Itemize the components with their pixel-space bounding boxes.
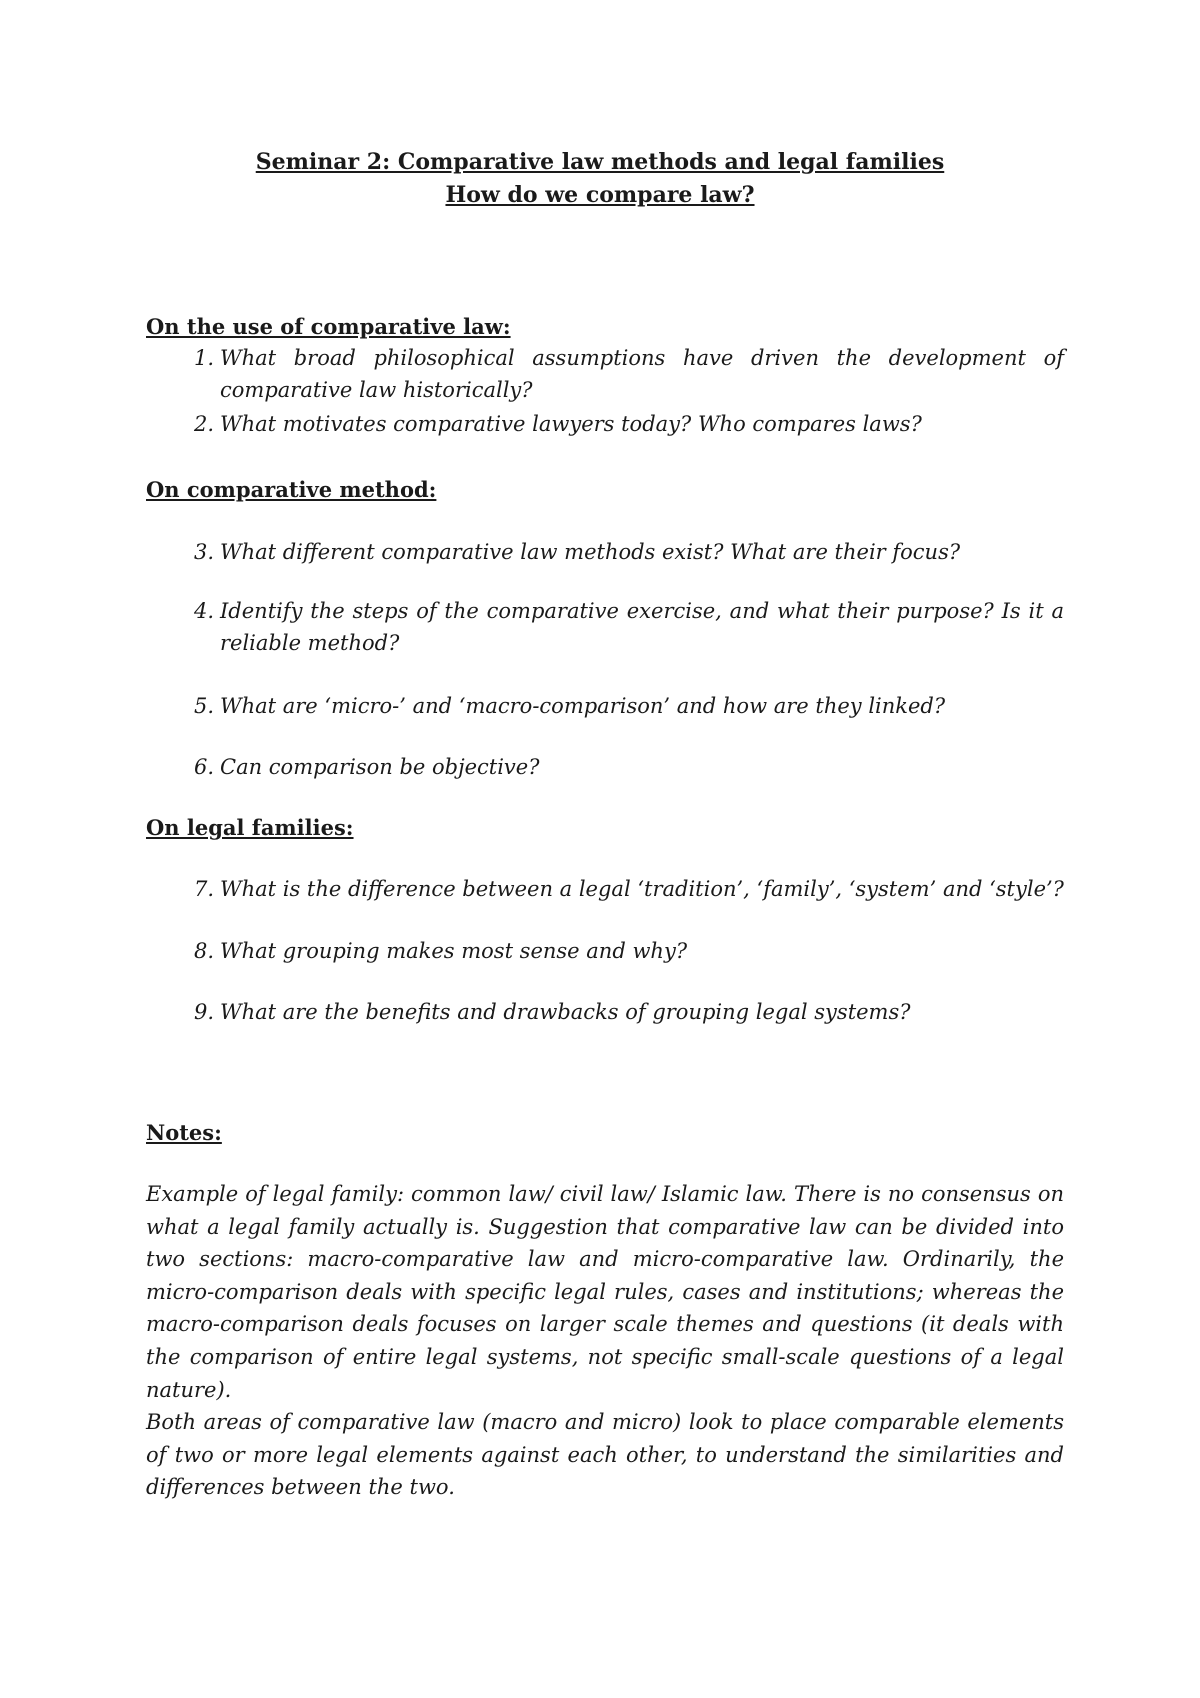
title-line-1: Seminar 2: Comparative law methods and legal families [255, 149, 945, 175]
question-item [146, 935, 1064, 967]
question-item [146, 996, 1064, 1028]
question-item [146, 690, 1064, 722]
question-number: 8. [193, 939, 214, 963]
question-item [146, 536, 1064, 568]
heading-notes: Notes: [146, 1120, 222, 1145]
question-number: 6. [193, 755, 214, 779]
question-text: What motivates comparative lawyers today? Who compares laws? [220, 412, 922, 436]
question-item [146, 873, 1064, 905]
question-item [146, 595, 1064, 659]
notes-paragraph-1: Example of legal family: common law/ civil law/ Islamic law. There is no consensus on what a legal family actually is. Suggestion that comparative law can be divided into two sections: macro-comparative law and micro-comparative law. Ordinarily, the micro-comparison deals with specific legal rules, cases and institutions; whereas the macro-comparison deals focuses on larger scale themes and questions (it deals with the comparison of entire legal systems, not specific small-scale questions of a legal nature). [146, 1182, 1064, 1402]
heading-use-of-comparative-law: On the use of comparative law: [146, 314, 511, 339]
question-number: 1. [193, 346, 214, 370]
question-number: 7. [193, 877, 214, 901]
question-number: 4. [193, 599, 214, 623]
heading-legal-families: On legal families: [146, 815, 354, 840]
document-title [0, 146, 1200, 212]
question-number: 9. [193, 1000, 214, 1024]
heading-comparative-method: On comparative method: [146, 477, 437, 502]
question-text: What are the benefits and drawbacks of grouping legal systems? [220, 1000, 911, 1024]
question-number: 2. [193, 412, 214, 436]
question-item [146, 342, 1064, 406]
question-text: Can comparison be objective? [220, 755, 540, 779]
notes-paragraph-2: Both areas of comparative law (macro and micro) look to place comparable elements of two or more legal elements against each other, to understand the similarities and differences between the two. [146, 1410, 1064, 1500]
question-text: What are ‘micro-’ and ‘macro-comparison’ and how are they linked? [220, 694, 946, 718]
question-number: 5. [193, 694, 214, 718]
question-text: Identify the steps of the comparative exercise, and what their purpose? Is it a reliable method? [220, 599, 1064, 655]
question-text: What is the difference between a legal ‘tradition’, ‘family’, ‘system’ and ‘style’? [220, 877, 1064, 901]
question-number: 3. [193, 540, 214, 564]
title-line-2: How do we compare law? [445, 182, 755, 208]
question-item [146, 408, 1064, 440]
question-text: What different comparative law methods exist? What are their focus? [220, 540, 961, 564]
question-text: What grouping makes most sense and why? [220, 939, 688, 963]
question-item [146, 751, 1064, 783]
question-text: What broad philosophical assumptions have driven the development of comparative law historically? [220, 346, 1064, 402]
